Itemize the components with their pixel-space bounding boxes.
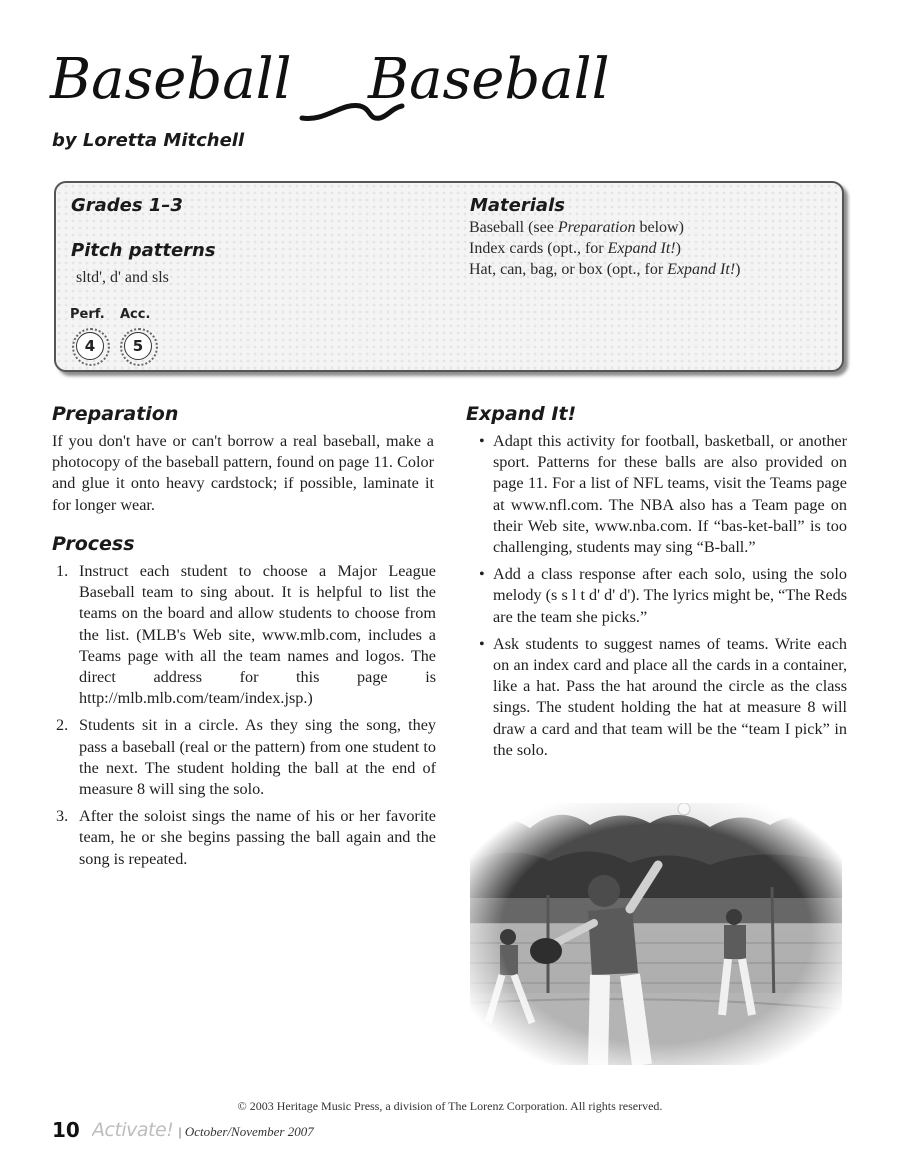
step-number: 1. (56, 562, 69, 580)
byline: by Loretta Mitchell (52, 130, 245, 151)
acc-label: Acc. (120, 307, 151, 322)
page-number: 10 (52, 1118, 80, 1142)
expand-bullets (474, 431, 847, 767)
title-word-1: Baseball (50, 47, 292, 112)
step-number: 3. (56, 807, 69, 826)
svg-text:Activate!: Activate! (92, 1119, 172, 1141)
step-text: Students sit in a circle. As they sing the song, they pass a baseball (real or the pattern) from one student to the next. The student holding the ball at the end of measure 8 will sing the solo. (79, 716, 436, 799)
preparation-heading: Preparation (52, 403, 179, 425)
grades-heading: Grades 1–3 (71, 195, 183, 216)
materials-item: Index cards (opt., for Expand It!) (469, 240, 681, 257)
expand-bullet: • Ask students to suggest names of teams. Write each on an index card and place all the cards in a container, like a hat. Pass the hat around the circle as the class sings. The student holding the hat at measure 8 will draw a card and that team will be the “team I pick” in the solo. (479, 634, 847, 759)
perf-level-icon (76, 332, 104, 360)
process-step (52, 715, 436, 800)
pitch-patterns-text: sltd', d' and sls (76, 269, 169, 286)
page-title (50, 34, 670, 126)
acc-value: 5 (132, 337, 144, 355)
perf-label: Perf. (70, 307, 105, 322)
step-text: After the soloist sings the name of his or her favorite team, he or she begins passing the ball again and the song is repeated. (79, 807, 436, 868)
step-text: Instruct each student to choose a Major League Baseball team to sing about. It is helpful to list the teams on the board and allow students to choose from the list. (MLB's Web site, www.mlb.com, includes a Teams page with all the team names and logos. The direct address for this page is http://mlb.mlb.com/team/index.jsp.) (79, 562, 436, 708)
title-word-2: Baseball (368, 47, 610, 112)
process-step (52, 806, 436, 870)
baseball-photo (470, 803, 842, 1065)
issue-date: | October/November 2007 (178, 1124, 314, 1139)
materials-heading: Materials (470, 195, 565, 216)
process-heading: Process (52, 533, 135, 555)
perf-value: 4 (84, 337, 96, 355)
pitch-patterns-heading: Pitch patterns (71, 240, 216, 261)
activate-logo (92, 1116, 172, 1147)
info-box (54, 181, 844, 372)
materials-item: Hat, can, bag, or box (opt., for Expand It!) (469, 261, 741, 278)
expand-heading: Expand It! (466, 403, 577, 425)
acc-level-icon (124, 332, 152, 360)
process-step (52, 561, 436, 709)
bullet-text: Ask students to suggest names of teams. Write each on an index card and place all the cards in a container, like a hat. Pass the hat around the circle as the class sings. The student holding the hat at measure 8 will draw a card and that team will be the “team I pick” in the solo. (493, 634, 847, 759)
process-steps (52, 561, 436, 876)
step-number: 2. (56, 716, 69, 735)
expand-bullet: • Add a class response after each solo, using the solo melody (s s l t d' d' d'). The lyrics might be, “The Reds are the team she picks.” (479, 565, 847, 626)
expand-bullet: • Adapt this activity for football, basketball, or another sport. Patterns for these balls are also provided on page 11. For a list of NFL teams, visit the Teams page at www.nfl.com. The NBA also has a Team page on their Web site, www.nba.com. If “bas-ket-ball” is too challenging, students may sing “B-ball.” (479, 432, 847, 557)
copyright-notice: © 2003 Heritage Music Press, a division of The Lorenz Corporation. All rights reserved. (237, 1099, 663, 1113)
materials-item: Baseball (see Preparation below) (469, 219, 684, 236)
bullet-text: Add a class response after each solo, using the solo melody (s s l t d' d' d'). The lyrics might be, “The Reds are the team she picks.” (493, 565, 847, 626)
bullet-text: Adapt this activity for football, basketball, or another sport. Patterns for these balls are also provided on page 11. For a list of NFL teams, visit the Teams page at www.nfl.com. The NBA also has a Team page on their Web site, www.nba.com. If “bas-ket-ball” is too challenging, students may sing “B-ball.” (493, 432, 847, 557)
preparation-text: If you don't have or can't borrow a real baseball, make a photocopy of the baseball pattern, found on page 11. Color and glue it onto heavy cardstock; if possible, laminate it for longer wear. (52, 432, 434, 514)
